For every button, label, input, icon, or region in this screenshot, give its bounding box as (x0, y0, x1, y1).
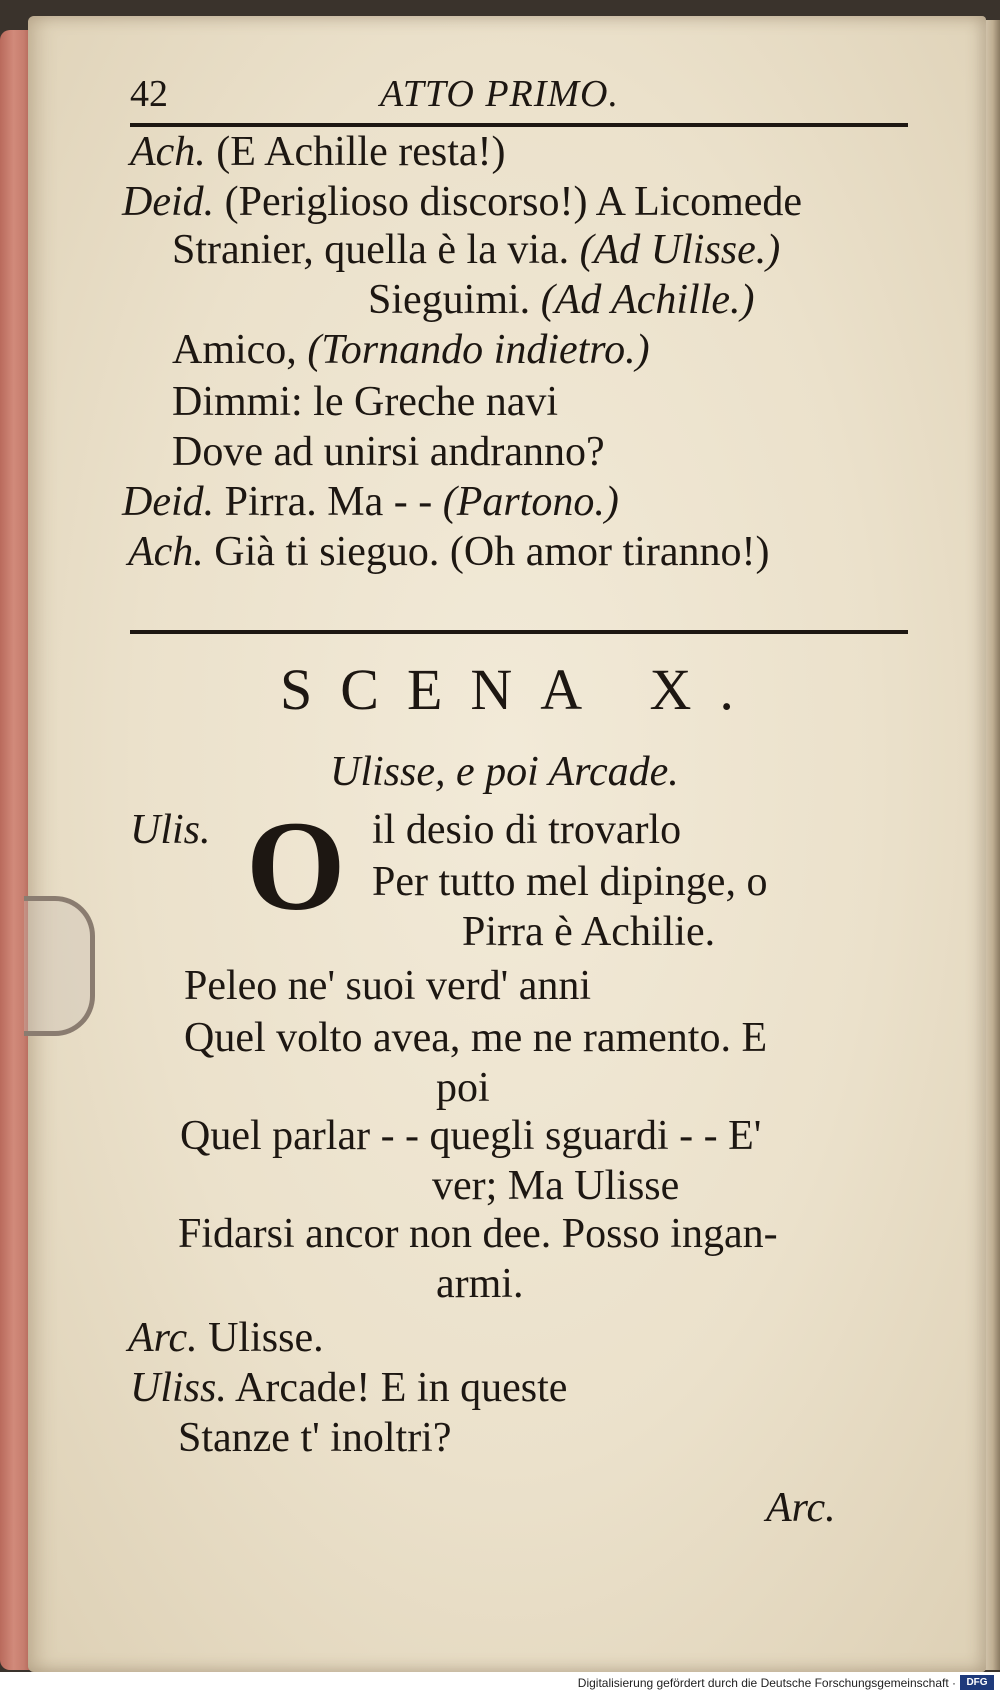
scene-rule (130, 630, 908, 634)
stage-direction: (Ad Achille.) (540, 277, 755, 323)
scene-title: SCENA X. (280, 657, 762, 722)
line-text: Stanze t' inoltri? (178, 1415, 452, 1461)
dialogue-line (128, 1314, 324, 1362)
digitization-footer (0, 1672, 1000, 1694)
line-text: Ulisse. (208, 1315, 324, 1361)
speaker-label: Uliss. (130, 1365, 227, 1411)
speech-line: Peleo ne' suoi verd' anni (184, 963, 592, 1009)
running-head: ATTO PRIMO. (380, 73, 619, 115)
speaker-label: Ulis. (130, 807, 211, 853)
dialogue-line (122, 478, 619, 526)
speech-line: Quel parlar - - quegli sguardi - - E' (180, 1113, 762, 1159)
dfg-logo-icon: DFG (960, 1675, 994, 1690)
scene-characters: Ulisse, e poi Arcade. (330, 749, 679, 795)
speaker-label: Deid. (122, 479, 215, 525)
line-text: Sieguimi. (368, 277, 531, 323)
dialogue-line (130, 1364, 567, 1412)
page-number: 42 (130, 73, 168, 115)
stage-direction: (Partono.) (442, 479, 619, 525)
line-text: (Periglioso discorso!) A Licomede (224, 179, 803, 225)
clip-icon (24, 896, 95, 1036)
speech-line: Per tutto mel dipinge, o (372, 859, 768, 905)
speaker-label: Ach. (130, 129, 206, 175)
speaker-label: Ach. (128, 529, 204, 575)
page-header (130, 72, 910, 122)
speech-line: ver; Ma Ulisse (432, 1163, 680, 1209)
footer-credit: Digitalisierung gefördert durch die Deutsche Forschungsgemeinschaft · (577, 1676, 956, 1690)
line-text: Stranier, quella è la via. (172, 227, 570, 273)
line-text: Dove ad unirsi andranno? (172, 429, 605, 475)
line-text: Amico, (172, 327, 297, 373)
dialogue-line (178, 1414, 452, 1462)
catchword: Arc. (766, 1485, 836, 1531)
stage-direction: (Tornando indietro.) (307, 327, 650, 373)
dialogue-line (128, 528, 769, 576)
dialogue-line (172, 378, 558, 426)
line-text: Dimmi: le Greche navi (172, 379, 559, 425)
dialogue-line (368, 276, 755, 324)
dialogue-line (172, 428, 605, 476)
speech-line: il desio di trovarlo (372, 807, 682, 853)
header-rule (130, 123, 908, 127)
speech-line: Quel volto avea, me ne ramento. E (184, 1015, 768, 1061)
line-text: Pirra. Ma - - (224, 479, 433, 525)
stage-direction: (Ad Ulisse.) (579, 227, 781, 273)
line-text: Arcade! E in queste (235, 1365, 568, 1411)
dialogue-line (122, 178, 802, 226)
speech-line: poi (436, 1065, 490, 1111)
dialogue-line (172, 326, 650, 374)
speech-line: Pirra è Achilie. (462, 909, 716, 955)
drop-cap: O (246, 795, 346, 937)
dialogue-line (130, 128, 506, 176)
line-text: Già ti sieguo. (Oh amor tiranno!) (214, 529, 770, 575)
line-text: (E Achille resta!) (216, 129, 506, 175)
speaker-label: Deid. (122, 179, 215, 225)
speech-line: Fidarsi ancor non dee. Posso ingan- (178, 1211, 778, 1257)
speech-line: armi. (436, 1261, 524, 1307)
dialogue-line (172, 226, 780, 274)
speaker-label: Arc. (128, 1315, 198, 1361)
